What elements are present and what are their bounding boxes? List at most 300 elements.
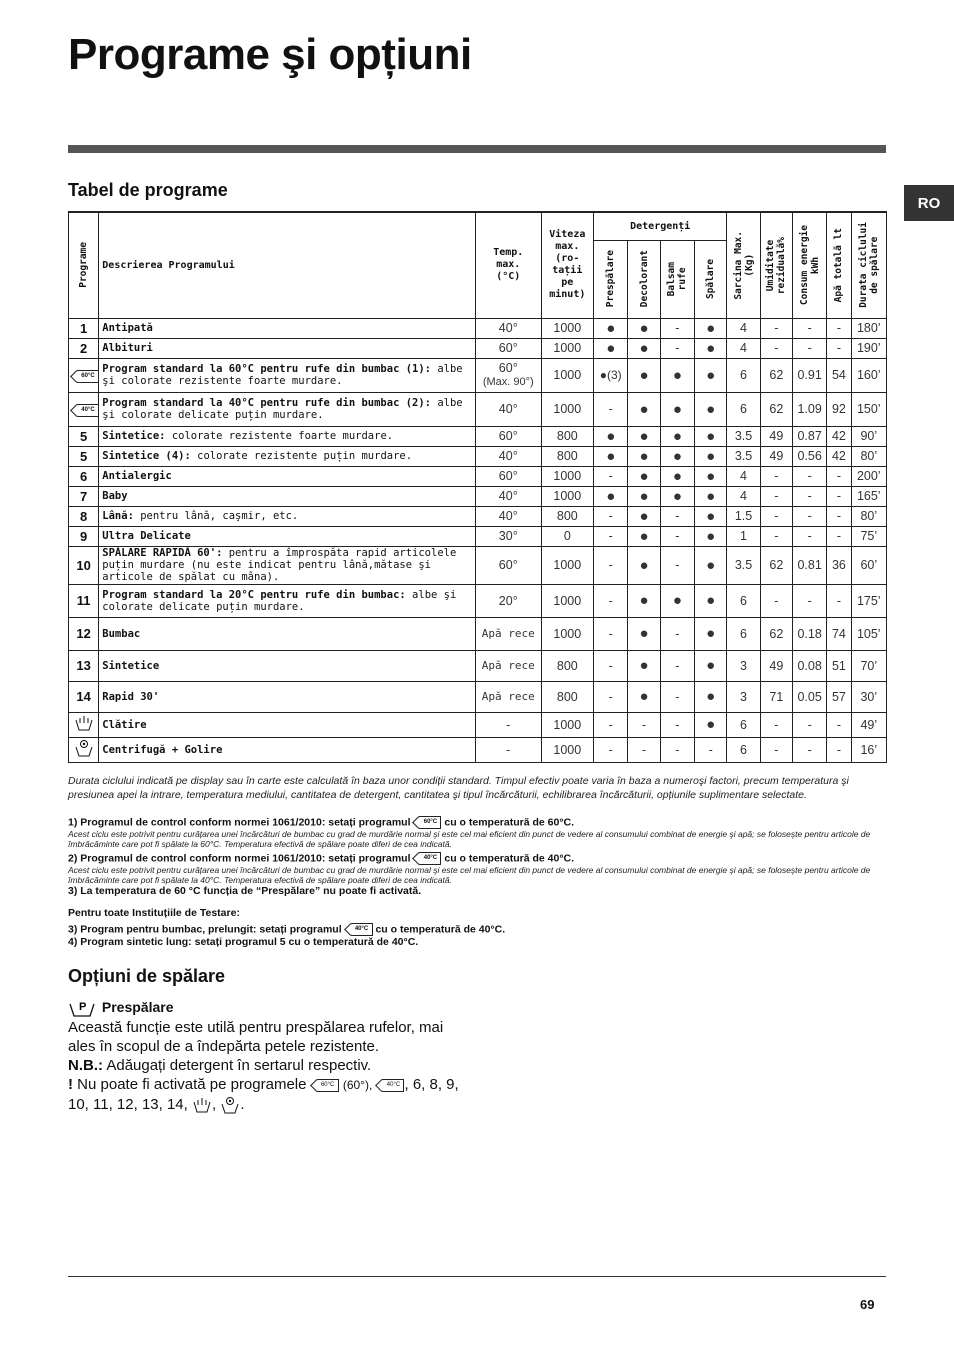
prewash-cell: ● <box>594 486 628 506</box>
program-number <box>69 392 99 426</box>
load-cell: 6 <box>727 392 760 426</box>
water-cell: - <box>827 318 851 338</box>
humidity-cell: 62 <box>760 617 792 650</box>
program-description <box>99 526 476 546</box>
temperature-value: 60° <box>498 429 518 443</box>
temperature-cell <box>475 446 541 466</box>
spin-icon <box>220 1096 240 1114</box>
temperature-value: 60° <box>498 558 518 572</box>
softener-cell: ● <box>660 446 694 466</box>
wash-cell: ● <box>695 446 727 466</box>
duration-cell: 80’ <box>851 446 886 466</box>
energy-cell: 0.08 <box>793 650 827 681</box>
program-text: albe şi colorate rezistente foarte murdare. <box>102 363 463 387</box>
program-title: Clătire <box>102 718 147 731</box>
water-cell: - <box>827 506 851 526</box>
softener-cell: - <box>660 546 694 584</box>
footnote-2-text: Acest ciclu este potrivit pentru curățarea unei încărcături de bumbac cu grad de murdărie normal şi este cel mai eficient din punct de vedere al consumului combinat de energie şi apă; se foloseşte pentru articole de îmbrăcăminte care pot fi spălate la 40°C. Temperatura efectivă de spălare poate diferi de cea indicată. <box>68 865 871 885</box>
header-spalare: Spălare <box>705 258 717 300</box>
duration-cell: 105’ <box>851 617 886 650</box>
header-detergenti: Detergenți <box>594 212 727 240</box>
duration-cell: 49’ <box>851 712 886 737</box>
load-cell: 4 <box>727 338 760 358</box>
energy-cell: - <box>793 486 827 506</box>
water-cell: 92 <box>827 392 851 426</box>
footnote-1-text: Acest ciclu este potrivit pentru curățarea unei încărcături de bumbac cu grad de murdărie normal şi este cel mai eficient din punct de vedere al consumului combinat de energie şi apă; se foloseşte pentru articole de îmbrăcăminte care pot fi spălate la 60°C. Temperatura efectivă de spălare poate diferi de cea indicată. <box>68 829 871 849</box>
programs-table-body <box>69 318 887 762</box>
bleach-cell: - <box>628 737 660 762</box>
program-description <box>99 446 476 466</box>
duration-cell: 75’ <box>851 526 886 546</box>
program-number: 6 <box>69 466 99 486</box>
bleach-cell: ● <box>628 617 660 650</box>
table-row <box>69 392 887 426</box>
wash-cell: ● <box>695 338 727 358</box>
water-cell: 57 <box>827 681 851 712</box>
speed-cell: 800 <box>541 426 594 446</box>
table-row <box>69 426 887 446</box>
program-number: 5 <box>69 426 99 446</box>
cotton-40-icon: 40°C <box>382 1079 404 1092</box>
header-apa: Apă totală lt <box>833 228 845 303</box>
water-cell: - <box>827 466 851 486</box>
speed-cell: 1000 <box>541 712 594 737</box>
table-row <box>69 681 887 712</box>
table-row <box>69 446 887 466</box>
cotton-60-icon: 60°C <box>317 1079 339 1092</box>
wash-cell: ● <box>695 617 727 650</box>
temperature-value: 30° <box>498 529 518 543</box>
temperature-cell <box>475 338 541 358</box>
softener-cell: ● <box>660 486 694 506</box>
table-row <box>69 506 887 526</box>
table-row <box>69 486 887 506</box>
speed-cell: 1000 <box>541 338 594 358</box>
wash-cell: ● <box>695 584 727 617</box>
prewash-cell: - <box>594 584 628 617</box>
duration-cell: 70’ <box>851 650 886 681</box>
water-cell: 42 <box>827 426 851 446</box>
bleach-cell: ● <box>628 526 660 546</box>
temperature-cell <box>475 650 541 681</box>
water-cell: - <box>827 737 851 762</box>
cotton-60-icon: 60°C <box>77 370 99 383</box>
table-section-title: Tabel de programe <box>68 180 228 200</box>
temperature-cell <box>475 584 541 617</box>
bleach-cell: - <box>628 712 660 737</box>
program-title: Program standard la 40°C pentru rufe din bumbac (2): <box>102 397 432 409</box>
speed-cell: 800 <box>541 446 594 466</box>
program-title: Bumbac <box>102 627 141 640</box>
duration-cell: 90’ <box>851 426 886 446</box>
temperature-value: 40° <box>498 449 518 463</box>
program-description <box>99 392 476 426</box>
temperature-value: Apă rece <box>481 659 535 672</box>
program-description <box>99 338 476 358</box>
speed-cell: 1000 <box>541 617 594 650</box>
duration-cell: 150’ <box>851 392 886 426</box>
program-title: Lână: <box>102 510 134 522</box>
table-row <box>69 358 887 392</box>
program-title: Sintetice <box>102 659 160 672</box>
notes-block <box>68 774 888 948</box>
humidity-cell: - <box>760 506 792 526</box>
rinse-icon <box>192 1096 212 1114</box>
temperature-value: 40° <box>498 321 518 335</box>
prewash-cell: - <box>594 506 628 526</box>
bleach-cell: ● <box>628 446 660 466</box>
table-row <box>69 546 887 584</box>
duration-cell: 200’ <box>851 466 886 486</box>
humidity-cell: 49 <box>760 426 792 446</box>
energy-cell: - <box>793 737 827 762</box>
humidity-cell: - <box>760 737 792 762</box>
header-temp: Temp. max. (°C) <box>475 212 541 318</box>
table-row <box>69 584 887 617</box>
prewash-icon <box>68 998 98 1018</box>
bleach-cell: ● <box>628 358 660 392</box>
program-title: Program standard la 60°C pentru rufe din bumbac (1): <box>102 363 432 375</box>
nb-note: N.B.: Adăugați detergent în sertarul respectiv. <box>68 1057 372 1075</box>
temperature-cell <box>475 358 541 392</box>
prewash-cell: - <box>594 546 628 584</box>
speed-cell: 800 <box>541 506 594 526</box>
language-tab: RO <box>904 185 954 221</box>
humidity-cell: - <box>760 526 792 546</box>
header-consum: Consum energie kWh <box>798 225 821 306</box>
program-number: 11 <box>69 584 99 617</box>
program-text: pentru a împrospăta rapid articolele puțin murdare (nu este indicat pentru lână,mătase şi articole de spălat cu mâna). <box>102 547 457 583</box>
humidity-cell: - <box>760 338 792 358</box>
program-number: 13 <box>69 650 99 681</box>
program-description <box>99 318 476 338</box>
program-description <box>99 681 476 712</box>
temperature-cell <box>475 526 541 546</box>
prewash-cell: - <box>594 681 628 712</box>
softener-cell: ● <box>660 584 694 617</box>
bleach-cell: ● <box>628 546 660 584</box>
header-viteza: Viteza max. (ro- tații pe minut) <box>541 212 594 318</box>
program-description <box>99 737 476 762</box>
program-description <box>99 506 476 526</box>
load-cell: 6 <box>727 737 760 762</box>
prewash-title: Prespălare <box>101 999 174 1015</box>
header-umiditate: Umiditate reziduală% <box>765 236 788 294</box>
bleach-cell: ● <box>628 681 660 712</box>
softener-cell: ● <box>660 426 694 446</box>
bleach-cell: ● <box>628 466 660 486</box>
temperature-cell <box>475 486 541 506</box>
bleach-cell: ● <box>628 584 660 617</box>
speed-cell: 800 <box>541 650 594 681</box>
header-descriere: Descrierea Programului <box>99 212 476 318</box>
program-number: 10 <box>69 546 99 584</box>
program-title: Albituri <box>102 342 153 354</box>
title-rule <box>68 145 886 153</box>
softener-cell: - <box>660 318 694 338</box>
temperature-cell <box>475 506 541 526</box>
humidity-cell: - <box>760 318 792 338</box>
load-cell: 6 <box>727 617 760 650</box>
program-title: Sintetice (4): <box>102 450 191 462</box>
prewash-cell: - <box>594 737 628 762</box>
softener-cell: - <box>660 681 694 712</box>
humidity-cell: 71 <box>760 681 792 712</box>
speed-cell: 1000 <box>541 466 594 486</box>
duration-cell: 80’ <box>851 506 886 526</box>
wash-cell: ● <box>695 546 727 584</box>
temperature-value: 60° <box>498 361 518 375</box>
wash-cell: ● <box>695 486 727 506</box>
softener-cell: - <box>660 506 694 526</box>
program-title: Rapid 30' <box>102 690 160 703</box>
bleach-cell: ● <box>628 318 660 338</box>
program-title: SPĂLARE RAPIDĂ 60': <box>102 547 223 559</box>
page-title: Programe şi opțiuni <box>68 30 472 79</box>
speed-cell: 1000 <box>541 392 594 426</box>
testing-note-1: 3) Program pentru bumbac, prelungit: setați programul 40°C cu o temperatură de 40°C. <box>68 923 506 936</box>
humidity-cell: - <box>760 486 792 506</box>
water-cell: 36 <box>827 546 851 584</box>
energy-cell: 0.05 <box>793 681 827 712</box>
program-title: Sintetice: <box>102 430 166 442</box>
temperature-value: 40° <box>498 402 518 416</box>
humidity-cell: - <box>760 712 792 737</box>
temperature-cell <box>475 737 541 762</box>
temperature-cell <box>475 466 541 486</box>
header-programe: Programe <box>78 242 90 289</box>
softener-cell: - <box>660 617 694 650</box>
duration-note: Durata ciclului indicată pe display sau în carte este calculată în baza unor condiții standard. Timpul efectiv poate varia în baza a numeroşi factori, precum temperatura şi presiunea apei la intrare, temperatura mediului, cantitatea de detergent, cantitatea şi tipul încărcăturii, echilibrarea încărcăturii, opțiunile suplimentare selectate. <box>68 775 849 801</box>
humidity-cell: - <box>760 584 792 617</box>
header-prespalare: Prespălare <box>605 250 617 308</box>
temperature-value: 60° <box>498 469 518 483</box>
table-row <box>69 712 887 737</box>
energy-cell: 0.56 <box>793 446 827 466</box>
program-text: albe şi colorate delicate puțin murdare. <box>102 397 463 421</box>
programs-table <box>68 211 887 763</box>
header-decolorant: Decolorant <box>638 250 650 308</box>
bleach-cell: ● <box>628 486 660 506</box>
temperature-value: Apă rece <box>481 690 535 703</box>
energy-cell: - <box>793 318 827 338</box>
temperature-value: 60° <box>498 341 518 355</box>
program-description <box>99 546 476 584</box>
prewash-option <box>68 998 468 1114</box>
program-number: 2 <box>69 338 99 358</box>
softener-cell: ● <box>660 392 694 426</box>
duration-cell: 160’ <box>851 358 886 392</box>
spin-icon <box>73 739 95 757</box>
wash-cell: ● <box>695 466 727 486</box>
program-title: Antipată <box>102 322 153 334</box>
program-text: colorate rezistente foarte murdare. <box>171 430 394 442</box>
cotton-40-icon: 40°C <box>419 852 441 865</box>
softener-cell: - <box>660 737 694 762</box>
options-section-title: Opțiuni de spălare <box>68 966 226 986</box>
humidity-cell: 49 <box>760 650 792 681</box>
prewash-cell: ● <box>594 318 628 338</box>
prewash-title-row <box>68 998 468 1018</box>
duration-cell: 60’ <box>851 546 886 584</box>
softener-cell: - <box>660 338 694 358</box>
humidity-cell: 62 <box>760 546 792 584</box>
temperature-cell <box>475 546 541 584</box>
program-description <box>99 486 476 506</box>
header-durata: Durata ciclului de spălare <box>857 222 880 309</box>
temperature-cell <box>475 617 541 650</box>
load-cell: 3.5 <box>727 426 760 446</box>
speed-cell: 1000 <box>541 584 594 617</box>
footer-rule <box>68 1276 886 1277</box>
prewash-cell: - <box>594 650 628 681</box>
energy-cell: 0.81 <box>793 546 827 584</box>
wash-cell: - <box>695 737 727 762</box>
bleach-cell: ● <box>628 392 660 426</box>
energy-cell: 0.18 <box>793 617 827 650</box>
table-row <box>69 318 887 338</box>
water-cell: - <box>827 584 851 617</box>
program-title: Baby <box>102 490 128 502</box>
program-title: Antialergic <box>102 470 172 482</box>
bleach-cell: ● <box>628 426 660 446</box>
table-row <box>69 466 887 486</box>
duration-cell: 190’ <box>851 338 886 358</box>
prewash-cell: ●(3) <box>594 358 628 392</box>
energy-cell: 0.91 <box>793 358 827 392</box>
temperature-value: 40° <box>498 489 518 503</box>
softener-cell: - <box>660 526 694 546</box>
program-number <box>69 737 99 762</box>
prewash-cell: - <box>594 466 628 486</box>
duration-cell: 165’ <box>851 486 886 506</box>
load-cell: 3 <box>727 681 760 712</box>
humidity-cell: 49 <box>760 446 792 466</box>
temperature-value: Apă rece <box>481 627 535 640</box>
energy-cell: - <box>793 338 827 358</box>
program-description <box>99 426 476 446</box>
load-cell: 3 <box>727 650 760 681</box>
temperature-value: 40° <box>498 509 518 523</box>
water-cell: 42 <box>827 446 851 466</box>
header-balsam: Balsam rufe <box>666 261 689 297</box>
energy-cell: - <box>793 526 827 546</box>
temperature-value: - <box>506 742 511 757</box>
table-row <box>69 737 887 762</box>
humidity-cell: 62 <box>760 392 792 426</box>
program-number: 9 <box>69 526 99 546</box>
program-description <box>99 712 476 737</box>
prewash-warning-cont: 10, 11, 12, 13, 14, , . <box>68 1096 245 1114</box>
program-number: 5 <box>69 446 99 466</box>
energy-cell: 0.87 <box>793 426 827 446</box>
footnote-1: 1) Programul de control conform normei 1061/2010: setați programul 60°C cu o temperatură de 60°C. <box>68 816 575 829</box>
water-cell: - <box>827 712 851 737</box>
energy-cell: - <box>793 466 827 486</box>
prewash-cell: ● <box>594 426 628 446</box>
speed-cell: 800 <box>541 681 594 712</box>
program-number: 14 <box>69 681 99 712</box>
cotton-40-icon: 40°C <box>77 404 99 417</box>
duration-cell: 180’ <box>851 318 886 338</box>
humidity-cell: 62 <box>760 358 792 392</box>
prewash-cell: ● <box>594 446 628 466</box>
load-cell: 4 <box>727 318 760 338</box>
bleach-cell: ● <box>628 506 660 526</box>
program-text: albe şi colorate delicate puțin murdare. <box>102 588 457 613</box>
energy-cell: 1.09 <box>793 392 827 426</box>
prewash-warning: ! Nu poate fi activată pe programele 60°C (60°), 40°C , 6, 8, 9, <box>68 1076 459 1094</box>
program-text: colorate rezistente puțin murdare. <box>197 450 413 462</box>
load-cell: 4 <box>727 486 760 506</box>
cotton-40-icon: 40°C <box>351 923 373 936</box>
load-cell: 6 <box>727 712 760 737</box>
water-cell: 51 <box>827 650 851 681</box>
prewash-description: Această funcție este utilă pentru prespălarea rufelor, mai ales în scopul de a îndepărta petele rezistente. <box>68 1019 444 1056</box>
table-row <box>69 338 887 358</box>
rinse-icon <box>73 714 95 732</box>
load-cell: 6 <box>727 358 760 392</box>
prewash-cell: - <box>594 392 628 426</box>
humidity-cell: - <box>760 466 792 486</box>
bleach-cell: ● <box>628 650 660 681</box>
wash-cell: ● <box>695 506 727 526</box>
prewash-cell: - <box>594 526 628 546</box>
bleach-cell: ● <box>628 338 660 358</box>
program-number: 8 <box>69 506 99 526</box>
load-cell: 1 <box>727 526 760 546</box>
softener-cell: ● <box>660 358 694 392</box>
speed-cell: 1000 <box>541 737 594 762</box>
water-cell: - <box>827 486 851 506</box>
temperature-cell <box>475 712 541 737</box>
temperature-cell <box>475 681 541 712</box>
footnote-2: 2) Programul de control conform normei 1061/2010: setați programul 40°C cu o temperatură de 40°C. <box>68 852 575 865</box>
energy-cell: - <box>793 584 827 617</box>
water-cell: - <box>827 338 851 358</box>
water-cell: 54 <box>827 358 851 392</box>
header-sarcina: Sarcina Max. (Kg) <box>732 230 755 300</box>
temperature-cell <box>475 318 541 338</box>
footnote-3: 3) La temperatura de 60 °C funcția de “Prespălare” nu poate fi activată. <box>68 885 422 897</box>
wash-cell: ● <box>695 681 727 712</box>
program-title: Centrifugă + Golire <box>102 743 223 756</box>
program-number <box>69 358 99 392</box>
testing-note-2: 4) Program sintetic lung: setați programul 5 cu o temperatură de 40°C. <box>68 936 419 948</box>
prewash-cell: - <box>594 712 628 737</box>
program-title: Program standard la 20°C pentru rufe din bumbac: <box>102 588 406 601</box>
temperature-max: (Max. 90°) <box>482 376 534 388</box>
speed-cell: 0 <box>541 526 594 546</box>
prewash-cell: ● <box>594 338 628 358</box>
table-row <box>69 650 887 681</box>
program-description <box>99 584 476 617</box>
prewash-cell: - <box>594 617 628 650</box>
temperature-cell <box>475 426 541 446</box>
program-description <box>99 650 476 681</box>
load-cell: 1.5 <box>727 506 760 526</box>
duration-cell: 175’ <box>851 584 886 617</box>
load-cell: 6 <box>727 584 760 617</box>
program-number: 1 <box>69 318 99 338</box>
energy-cell: - <box>793 506 827 526</box>
wash-cell: ● <box>695 526 727 546</box>
program-description <box>99 617 476 650</box>
wash-cell: ● <box>695 358 727 392</box>
svg-text:P: P <box>79 1001 87 1014</box>
speed-cell: 1000 <box>541 318 594 338</box>
speed-cell: 1000 <box>541 546 594 584</box>
